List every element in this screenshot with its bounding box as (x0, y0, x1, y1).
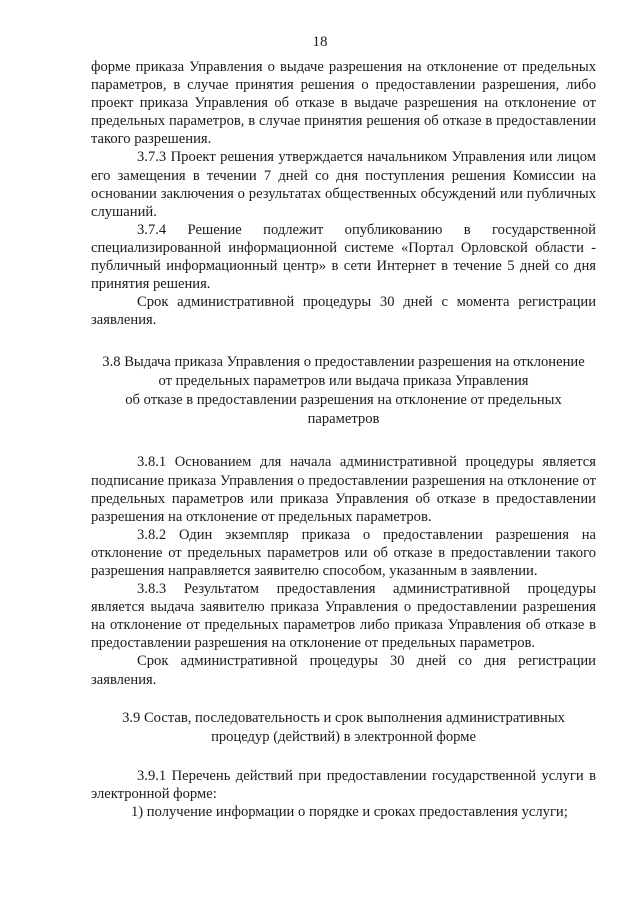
section-heading-3-8 (91, 353, 596, 429)
document-body (91, 58, 596, 821)
heading-line: 3.9 Состав, последовательность и срок выполнения административных (122, 709, 565, 726)
section-heading-3-9 (91, 709, 596, 747)
paragraph-3-7-4: 3.7.4 Решение подлежит опубликованию в государственной специализированной информационной системе «Портал Орловской области - публичный информационный центр» в сети Интернет в течение 5 дней со дня принятия решения. (91, 221, 596, 293)
heading-line: процедур (действий) в электронной форме (211, 728, 476, 745)
page-number: 18 (312, 34, 328, 50)
paragraph-3-9-1: 3.9.1 Перечень действий при предоставлении государственной услуги в электронной форме: (91, 767, 596, 802)
paragraph-deadline-3-7: Срок административной процедуры 30 дней с момента регистрации заявления. (91, 294, 596, 329)
paragraph-deadline-3-8: Срок административной процедуры 30 дней со дня регистрации заявления. (91, 653, 596, 688)
paragraph-3-8-2: 3.8.2 Один экземпляр приказа о предоставлении разрешения на отклонение от предельных параметров или об отказе в предоставлении такого разрешения направляется заявителю способом, указанным в заявлении. (91, 526, 596, 579)
paragraph-continuation: форме приказа Управления о выдаче разрешения на отклонение от предельных параметров, в случае принятия решения о предоставлении разрешения, либо проект приказа Управления об отказе в выдаче разрешения на отклонение от предельных параметров, в случае принятия решения об отказе в предоставлении такого разрешения. (91, 59, 596, 148)
heading-line: об отказе в предоставлении разрешения на отклонение от предельных (125, 392, 562, 409)
paragraph-3-7-3: 3.7.3 Проект решения утверждается начальником Управления или лицом его замещения в течении 7 дней со дня поступления решения Комиссии на основании заключения о результатах общественных обсуждений или публичных слушаний. (91, 149, 596, 220)
heading-line: параметров (307, 411, 380, 428)
paragraph-3-8-1: 3.8.1 Основанием для начала административной процедуры является подписание приказа Управления о предоставлении разрешения на отклонение от предельных параметров или приказа Управления об отказе в предоставлении разрешения на отклонение от предельных параметров. (91, 454, 596, 525)
heading-line: 3.8 Выдача приказа Управления о предоставлении разрешения на отклонение (102, 354, 585, 371)
heading-line: от предельных параметров или выдача приказа Управления (158, 373, 529, 390)
paragraph-3-8-3: 3.8.3 Результатом предоставления административной процедуры является выдача заявителю приказа Управления о предоставлении разрешения на отклонение от предельных параметров либо приказа Управления об отказе в предоставлении разрешения на отклонение от предельных параметров. (91, 581, 596, 652)
list-item-1: 1) получение информации о порядке и сроках предоставления услуги; (131, 803, 568, 820)
